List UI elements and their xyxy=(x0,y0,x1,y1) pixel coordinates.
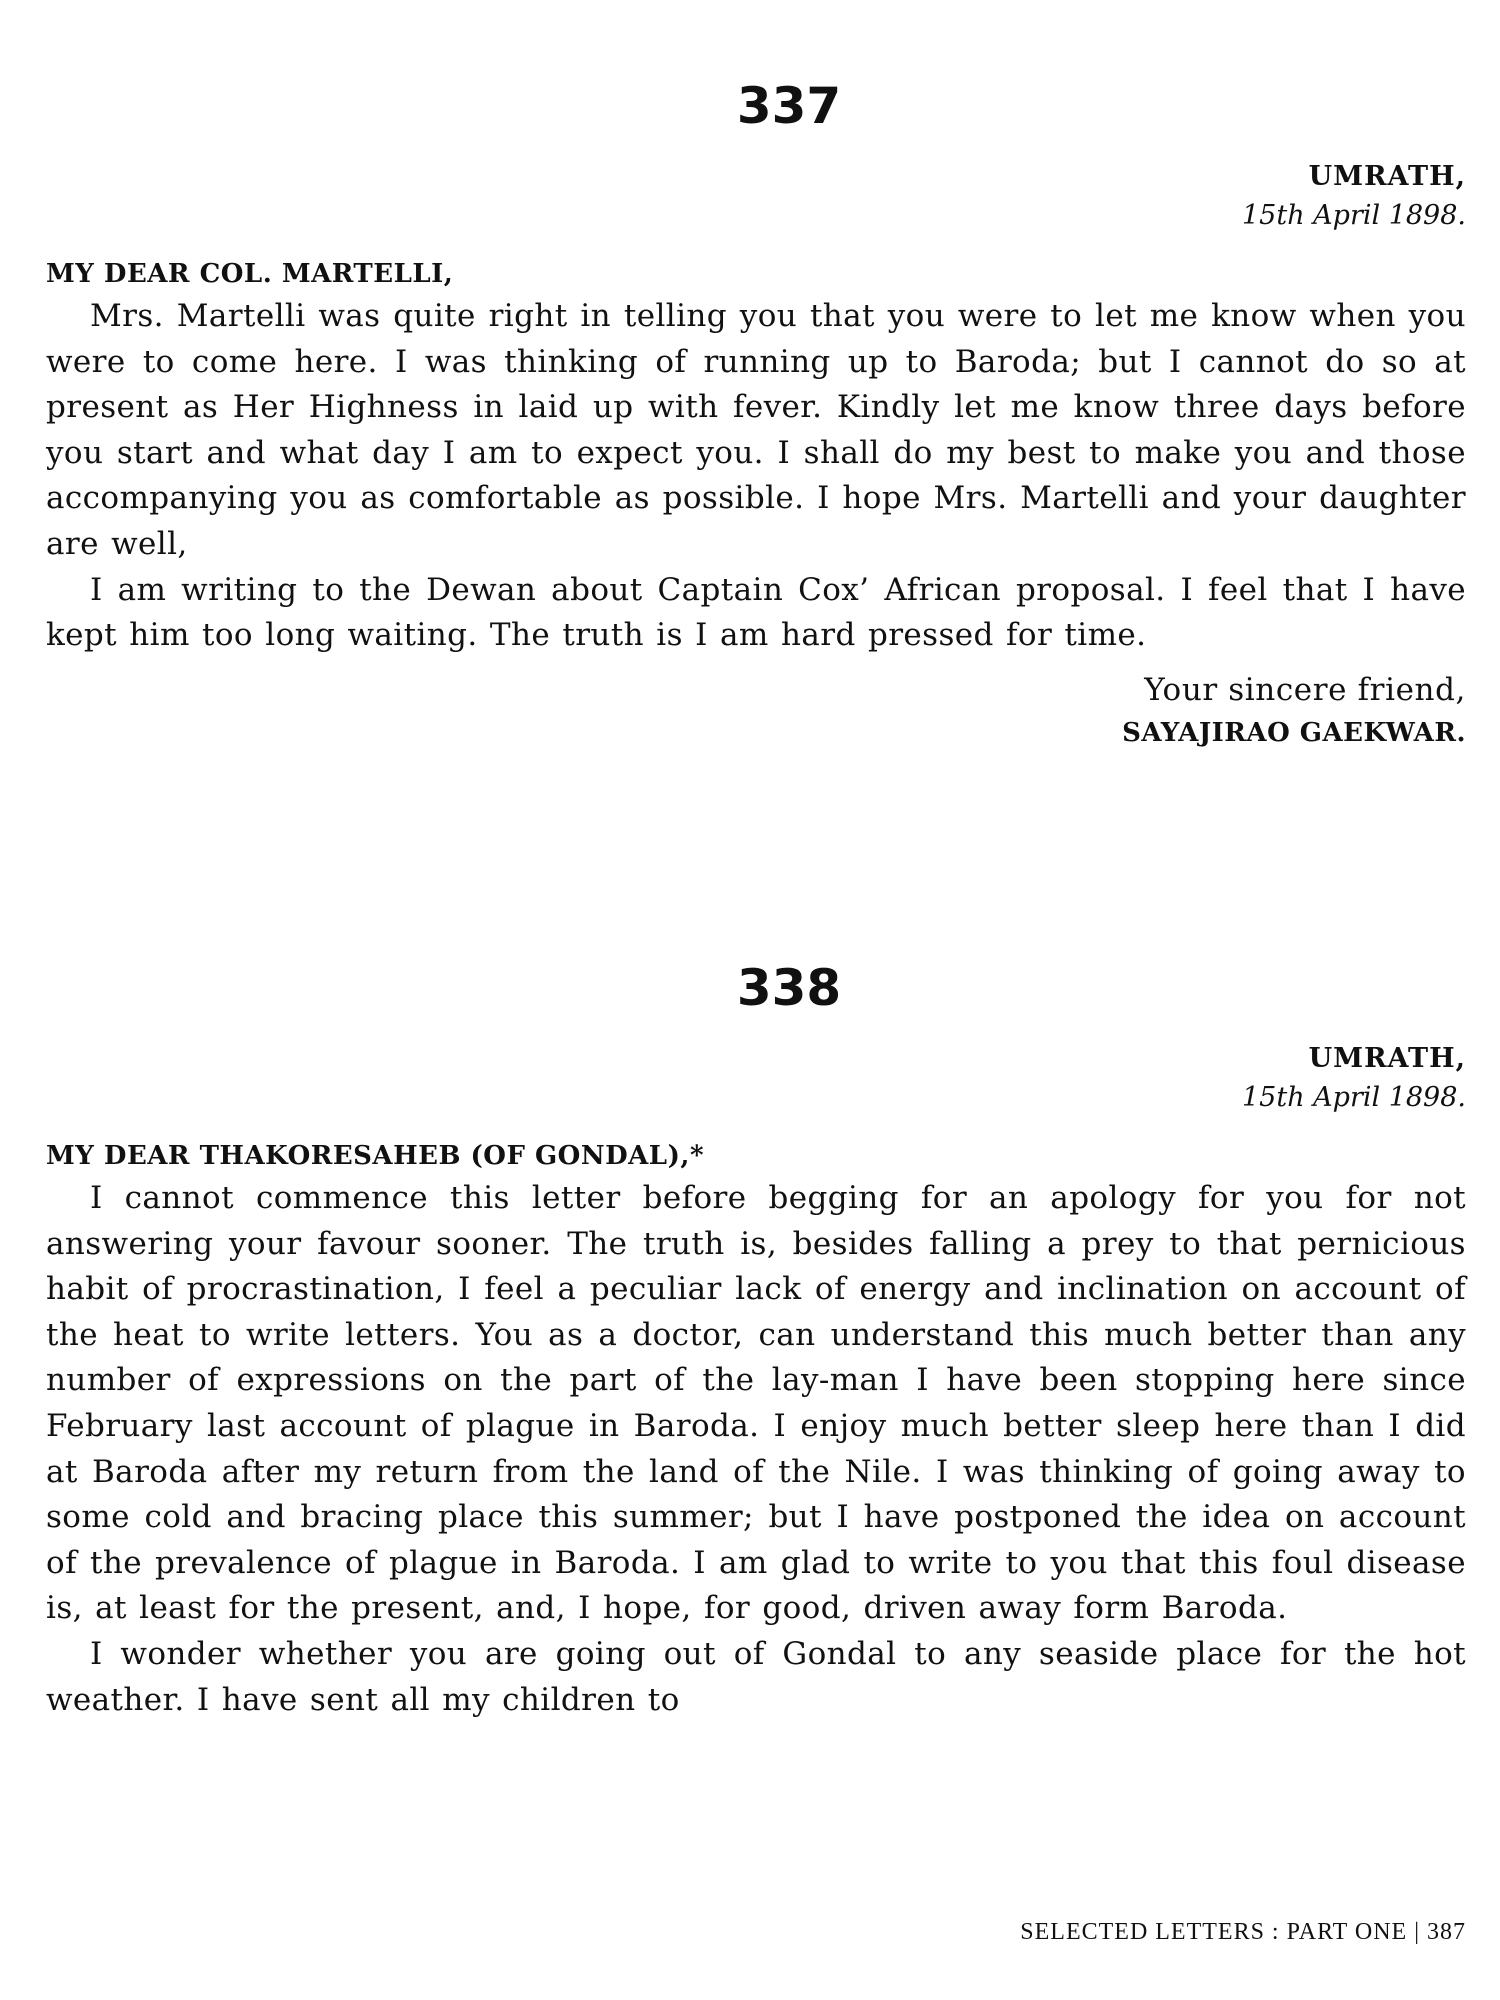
salutation: MY DEAR THAKORESAHEB (OF GONDAL),* xyxy=(46,1141,705,1171)
letter-place: UMRATH, xyxy=(1308,161,1466,192)
letter-337 xyxy=(46,74,1466,753)
body-paragraph: I cannot commence this letter before begging for an apology for you for not answering your favour sooner. The truth is, besides falling a prey to that pernicious habit of procrastination, I feel a peculiar lack of energy and inclination on account of the heat to write letters. You as a doctor, can understand this much better than any number of expressions on the part of the lay-man I have been stopping here since February last account of plague in Baroda. I enjoy much better sleep here than I did at Baroda after my return from the land of the Nile. I was thinking of going away to some cold and bracing place this summer; but I have postponed the idea on account of the prevalence of plague in Baroda. I am glad to write to you that this foul disease is, at least for the present, and, I hope, for good, driven away form Baroda. xyxy=(46,1180,1466,1627)
letter-date: 15th April 1898. xyxy=(1241,200,1466,231)
body-paragraph: I am writing to the Dewan about Captain Cox’ African proposal. I feel that I have kept him too long waiting. The truth is I am hard pressed for time. xyxy=(46,571,1466,654)
closing-line: Your sincere friend, xyxy=(1144,671,1466,708)
running-footer: SELECTED LETTERS : PART ONE | 387 xyxy=(1020,1919,1466,1945)
body-paragraph: Mrs. Martelli was quite right in telling you that you were to let me know when you were to come here. I was thinking of running up to Baroda; but I cannot do so at present as Her Highness in laid up with fever. Kindly let me know three days before you start and what day I am to expect you. I shall do my best to make you and those accompanying you as comfortable as possible. I hope Mrs. Martelli and your daughter are well, xyxy=(46,298,1466,562)
letter-number: 337 xyxy=(736,77,842,135)
salutation: MY DEAR COL. MARTELLI, xyxy=(46,259,454,289)
letter-place: UMRATH, xyxy=(1308,1043,1466,1074)
letter-number: 338 xyxy=(736,959,842,1017)
letter-338 xyxy=(46,956,1466,1723)
signature: SAYAJIRAO GAEKWAR. xyxy=(1122,717,1466,748)
letter-date: 15th April 1898. xyxy=(1241,1082,1466,1113)
body-paragraph: I wonder whether you are going out of Gondal to any seaside place for the hot weather. I have sent all my children to xyxy=(46,1635,1466,1718)
